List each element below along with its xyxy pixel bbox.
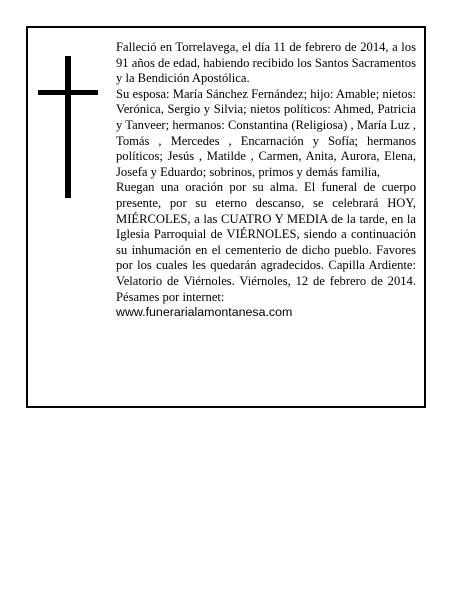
death-announcement-paragraph: Falleció en Torrelavega, el día 11 de febrero de 2014, a los 91 años de edad, habiendo recibido los Santos Sacramentos y la Bendición Apostólica. — [116, 40, 416, 86]
funeral-home-website: www.funerarialamontanesa.com — [116, 305, 293, 320]
obituary-text — [116, 40, 416, 321]
cross-vertical-bar — [65, 56, 71, 198]
funeral-details-paragraph: Ruegan una oración por su alma. El funeral de cuerpo presente, por su eterno descanso, se celebrará HOY, MIÉRCOLES, a las CUATRO Y MEDIA de la tarde, en la Iglesia Parroquial de VIÉRNOLES, siendo a continuación su inhumación en el cementerio de dicho pueblo. Favores por los cuales les quedarán agradecidos. Capilla Ardiente: Velatorio de Viérnoles. Viérnoles, 12 de febrero de 2014. Pésames por internet: — [116, 180, 416, 304]
family-paragraph: Su esposa: María Sánchez Fernández; hijo: Amable; nietos: Verónica, Sergio y Silvia; nietos políticos: Ahmed, Patricia y Tanveer; hermanos: Constantina (Religiosa) , María Luz , Tomás , Mercedes , Encarnación y Sofía; hermanos políticos; Jesús , Matilde , Carmen, Anita, Aurora, Elena, Josefa y Eduardo; sobrinos, primos y demás familia, — [116, 86, 416, 179]
cross-horizontal-bar — [38, 90, 98, 95]
obituary-notice — [26, 26, 426, 408]
latin-cross-icon — [38, 56, 100, 198]
